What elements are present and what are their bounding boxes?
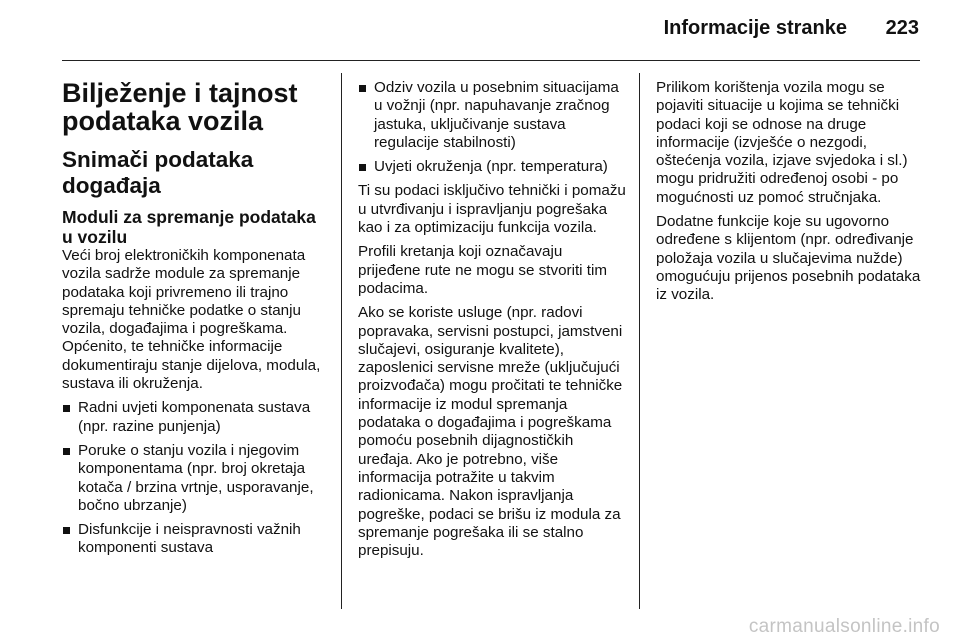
bullet-item xyxy=(62,399,330,436)
bullet-item xyxy=(62,521,330,558)
column-divider-1 xyxy=(341,73,342,609)
paragraph: Veći broj elektroničkih komponenata vozila sadrže module za spremanje podataka koji privremeno ili trajno spremaju tehničke podatke o stanju vozila, događajima i pogreškama. Općenito, te tehničke informacije dokumentiraju stanje dijelova, modula, sustava ili okruženja. xyxy=(62,247,321,393)
section-heading: Moduli za spremanje podataka u vozilu xyxy=(62,207,316,247)
bullet-square-icon xyxy=(63,448,70,455)
paragraph: Ako se koriste usluge (npr. radovi popravaka, servisni postupci, jamstveni slučajevi, osiguranje kvalitete), zaposlenici servisne mreže (uključujući proizvođača) mogu pročitati te tehničke informacije iz modul spremanja podataka o događajima i pogreškama pomoću posebnih dijagnostičkih uređaja. Ako je potrebno, više informacija potražite u takvim radionicama. Nakon ispravljanja pogreške, podaci se brišu iz modula za spremanje pogrešaka ili se stalno prepisuju. xyxy=(358,304,623,560)
bullet-item xyxy=(358,158,628,176)
bullet-square-icon xyxy=(359,164,366,171)
bullet-text: Odziv vozila u posebnim situacijama u vožnji (npr. napuhavanje zračnog jastuka, uključivanje sustava regulacije stabilnosti) xyxy=(374,79,619,151)
paragraph: Prilikom korištenja vozila mogu se pojaviti situacije u kojima se tehnički podaci koji se odnose na druge informacije (izvješće o nezgodi, oštećenja vozila, izjave svjedoka i sl.) mogu pridružiti određenoj osobi - po mogućnosti uz pomoć stručnjaka. xyxy=(656,79,908,206)
bullet-square-icon xyxy=(359,85,366,92)
paragraph: Dodatne funkcije koje su ugovorno određene s klijentom (npr. određivanje položaja vozila u slučajevima nužde) omogućuju prijenos posebnih podataka iz vozila. xyxy=(656,213,921,304)
bullet-text: Disfunkcije i neispravnosti važnih komponenti sustava xyxy=(78,521,301,557)
watermark: carmanualsonline.info xyxy=(748,616,940,637)
bullet-square-icon xyxy=(63,527,70,534)
page-header xyxy=(0,0,960,62)
bullet-square-icon xyxy=(63,405,70,412)
column-divider-2 xyxy=(639,73,640,609)
column-2 xyxy=(358,79,628,566)
bullet-text: Uvjeti okruženja (npr. temperatura) xyxy=(374,158,608,176)
bullet-item xyxy=(62,442,330,515)
paragraph: Ti su podaci isključivo tehnički i pomažu u utvrđivanju i ispravljanju pogrešaka kao i za optimizaciju funkcija vozila. xyxy=(358,182,626,237)
bullet-item xyxy=(358,79,628,152)
paragraph: Profili kretanja koji označavaju prijeđene rute ne mogu se stvoriti tim podacima. xyxy=(358,243,608,297)
main-heading: Bilježenje i tajnost podataka vozila xyxy=(62,78,298,136)
bullet-text: Radni uvjeti komponenata sustava (npr. razine punjenja) xyxy=(78,399,311,435)
header-divider xyxy=(62,60,920,61)
sub-heading: Snimači podataka događaja xyxy=(62,147,254,198)
column-1 xyxy=(62,79,330,564)
column-3 xyxy=(656,79,926,311)
bullet-text: Poruke o stanju vozila i njegovim komponentama (npr. broj okretaja kotača / brzina vrtnje, usporavanje, bočno ubrzanje) xyxy=(78,441,314,514)
page-number: 223 xyxy=(885,17,919,39)
section-title: Informacije stranke xyxy=(663,17,847,39)
